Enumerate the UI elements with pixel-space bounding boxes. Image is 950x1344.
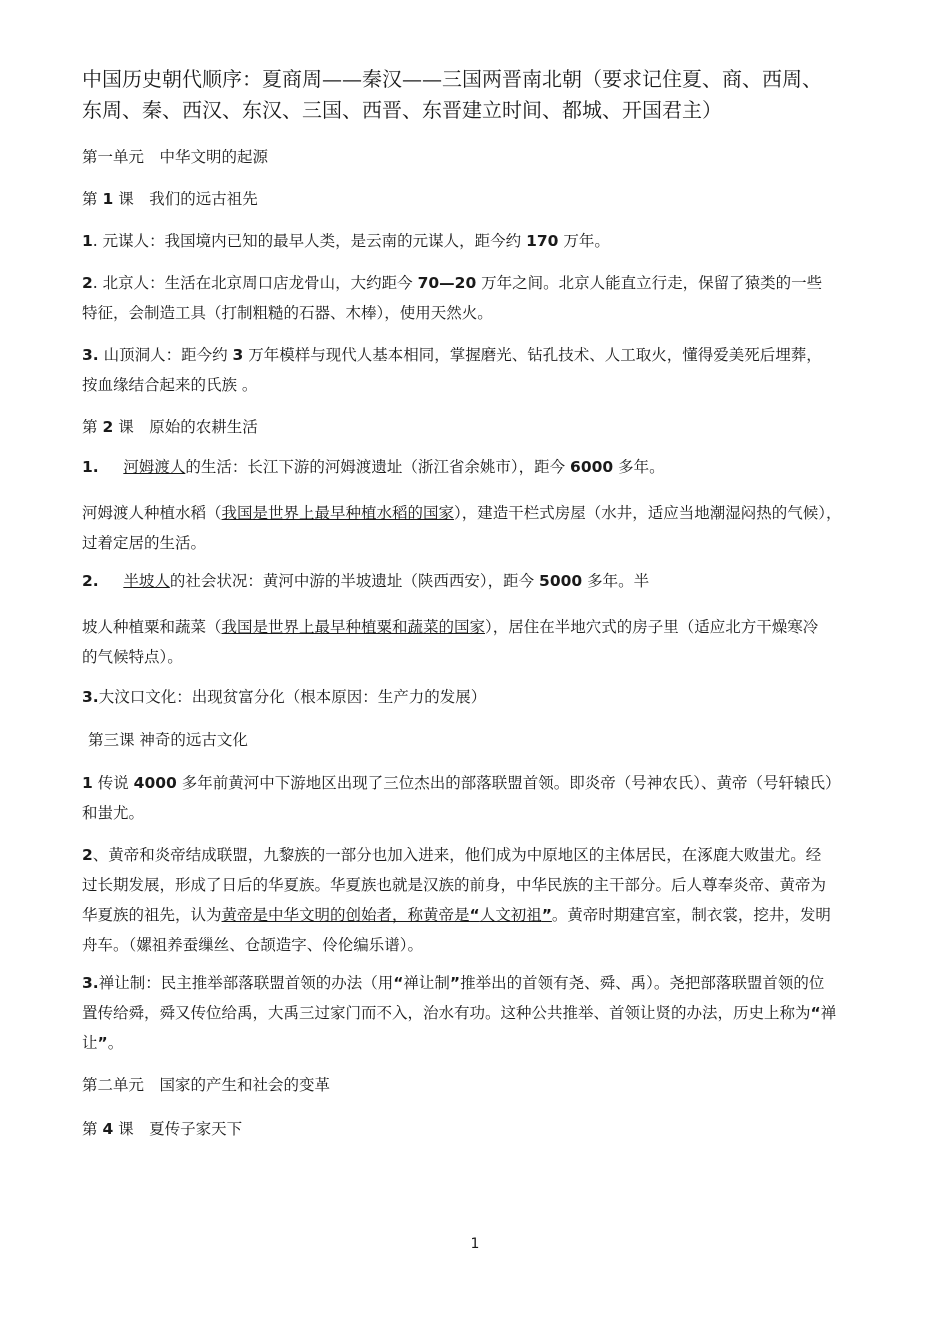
page-number: 1 (470, 1236, 480, 1252)
item-text-line-2: 过长期发展，形成了日后的华夏族。华夏族也就是汉族的前身，中华民族的主干部分。后人尊奉炎帝、黄帝为 (82, 876, 827, 894)
item-text-line-3-end: 。黄帝时期建宫室，制衣裳，挖井，发明 (551, 906, 831, 924)
paragraph-text: 河姆渡人种植水稻（ (82, 504, 222, 522)
item-text-line-2-end: 禅 (820, 1004, 837, 1022)
paragraph (82, 612, 882, 672)
quoted-term: 禅让制 (403, 974, 450, 992)
lesson-number: 4 (102, 1120, 114, 1138)
list-item (82, 340, 882, 400)
item-text-end: 推举出的首领有尧、舜、禹）。尧把部落联盟首领的位 (460, 974, 825, 992)
quote-open: “ (393, 974, 404, 992)
item-number: 2 (82, 274, 93, 292)
lesson-heading-3: 第三课 神奇的远古文化 (88, 731, 248, 749)
list-item (82, 840, 882, 960)
paragraph-line-2: 的气候特点）。 (82, 648, 183, 666)
lesson-number: 2 (102, 418, 114, 436)
item-text: 的生活：长江下游的河姆渡遗址（浙江省余姚市），距今 (185, 458, 571, 476)
list-item (82, 566, 882, 596)
item-text-line-2: 和蚩尤。 (82, 804, 145, 822)
item-number: 3. (82, 974, 99, 992)
paragraph-text-end: ），建造干栏式房屋（水井，适应当地潮湿闷热的气候）， (454, 504, 842, 522)
item-emphasis: 170 (526, 232, 559, 250)
item-text-end: 多年。半 (582, 572, 650, 590)
item-text-end: 万年模样与现代人基本相同，掌握磨光、钻孔技术、人工取火，懂得爱美死后埋葬， (243, 346, 822, 364)
list-item (82, 682, 882, 712)
item-text: . 北京人：生活在北京周口店龙骨山，大约距今 (92, 274, 418, 292)
item-text-line-4: 舟车。（嫘祖养蚕缫丝、仓颉造字、伶伦编乐谱）。 (82, 936, 424, 954)
paragraph (82, 498, 882, 558)
item-number: 2. (82, 572, 99, 590)
underlined-phrase-quoted: 人文初祖 (479, 906, 542, 924)
item-text-line-3-end: 。 (107, 1034, 124, 1052)
paragraph-text-end: ），居住在半地穴式的房子里（适应北方干燥寒冷 (485, 618, 819, 636)
quote-open: “ (810, 1004, 821, 1022)
quote-open: “ (469, 906, 480, 924)
lesson-heading-1 (82, 184, 882, 214)
item-text-line-2: 特征，会制造工具（打制粗糙的石器、木棒），使用天然火。 (82, 304, 493, 322)
item-emphasis: 6000 (570, 458, 614, 476)
item-number: 3. (82, 346, 99, 364)
title-line-1: 中国历史朝代顺序：夏商周——秦汉——三国两晋南北朝（要求记住夏、商、西周、 (82, 67, 822, 91)
underlined-phrase: 我国是世界上最早种植粟和蔬菜的国家 (221, 618, 486, 636)
item-text: 禅让制：民主推举部落联盟首领的办法（用 (98, 974, 394, 992)
item-text-line-2: 按血缘结合起来的氏族 。 (82, 376, 258, 394)
lesson-prefix: 第 (82, 190, 98, 208)
paragraph-line-2: 过着定居的生活。 (82, 534, 207, 552)
lesson-number: 1 (102, 190, 114, 208)
item-number: 3. (82, 688, 99, 706)
lesson-title: 课 夏传子家天下 (113, 1120, 243, 1138)
item-emphasis: 4000 (133, 774, 177, 792)
item-text-end: 万年之间。北京人能直立行走，保留了猿类的一些 (476, 274, 823, 292)
underlined-phrase: 我国是世界上最早种植水稻的国家 (221, 504, 455, 522)
underlined-phrase (222, 906, 552, 924)
unit-heading-2: 第二单元 国家的产生和社会的变革 (82, 1076, 331, 1094)
item-text-line-3: 华夏族的祖先，认为 (82, 906, 222, 924)
item-number: 1 (82, 774, 93, 792)
lesson-prefix: 第 (82, 1120, 103, 1138)
quote-close: ” (97, 1034, 108, 1052)
item-number: 1. (82, 458, 99, 476)
item-text: . 元谋人：我国境内已知的最早人类，是云南的元谋人，距今约 (92, 232, 527, 250)
unit-heading-1: 第一单元 中华文明的起源 (82, 148, 269, 166)
underlined-phrase-text: 黄帝是中华文明的创始者，称黄帝是 (221, 906, 470, 924)
item-text: 、黄帝和炎帝结成联盟，九黎族的一部分也加入进来，他们成为中原地区的主体居民，在涿鹿大败蚩尤。经 (92, 846, 822, 864)
list-item (82, 268, 882, 328)
item-text-line-3: 让 (82, 1034, 98, 1052)
list-item (82, 452, 882, 482)
list-item (82, 768, 882, 828)
item-emphasis: 5000 (539, 572, 583, 590)
lesson-prefix: 第 (82, 418, 98, 436)
underlined-term: 半坡人 (123, 572, 170, 590)
item-text-line-2: 置传给舜，舜又传位给禹，大禹三过家门而不入，治水有功。这种公共推举、首领让贤的办法，历史上称为 (82, 1004, 811, 1022)
title-line-2: 东周、秦、西汉、东汉、三国、西晋、东晋建立时间、都城、开国君主） (82, 98, 722, 122)
item-emphasis: 3 (232, 346, 244, 364)
lesson-heading-2 (82, 412, 882, 442)
lesson-title: 课 原始的农耕生活 (118, 418, 258, 436)
item-number: 1 (82, 232, 93, 250)
item-text-end: 多年前黄河中下游地区出现了三位杰出的部落联盟首领。即炎帝（号神农氏）、黄帝（号轩辕氏） (176, 774, 841, 792)
item-text-end: 多年。 (613, 458, 665, 476)
quote-close: ” (449, 974, 461, 992)
lesson-heading-4 (82, 1114, 882, 1144)
underlined-term: 河姆渡人 (123, 458, 186, 476)
quote-close: ” (541, 906, 552, 924)
item-text: 山顶洞人：距今约 (98, 346, 233, 364)
page-title (82, 64, 882, 126)
item-text: 传说 (92, 774, 134, 792)
item-text: 大汶口文化：出现贫富分化（根本原因：生产力的发展） (98, 688, 487, 706)
item-number: 2 (82, 846, 93, 864)
lesson-title: 课 我们的远古祖先 (118, 190, 258, 208)
item-text-end: 万年。 (558, 232, 610, 250)
item-emphasis: 70—20 (417, 274, 477, 292)
paragraph-text: 坡人种植粟和蔬菜（ (82, 618, 222, 636)
item-text: 的社会状况：黄河中游的半坡遗址（陕西西安），距今 (169, 572, 540, 590)
list-item (82, 968, 882, 1058)
list-item (82, 226, 882, 256)
